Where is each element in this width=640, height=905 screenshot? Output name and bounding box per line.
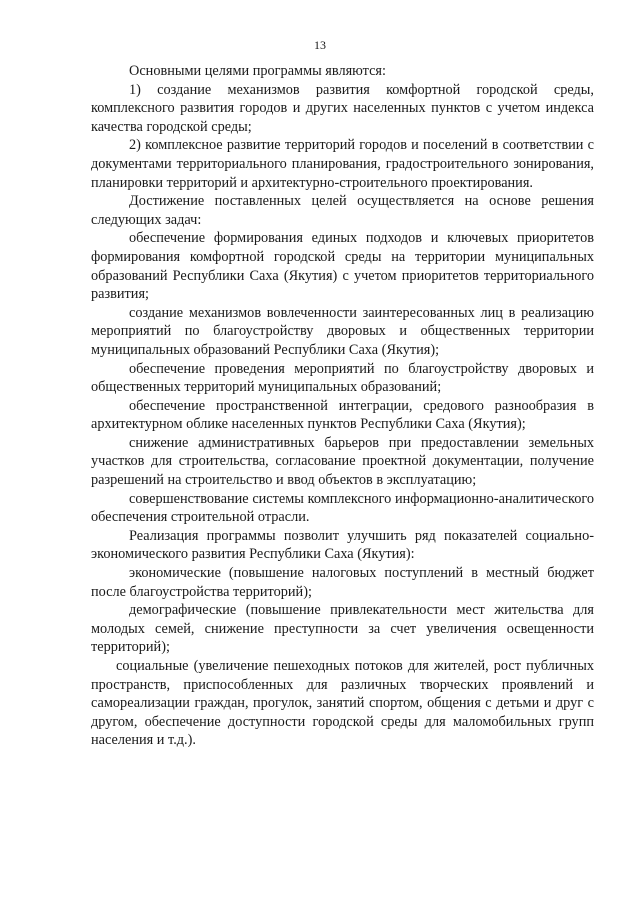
tasks-intro-paragraph: Достижение поставленных целей осуществляется на основе решения следующих задач: — [91, 193, 594, 228]
task-paragraph: снижение административных барьеров при предоставлении земельных участков для строительства, согласование проектной документации, получение разрешений на строительство и ввод объектов в эксплуатацию; — [91, 434, 594, 489]
goal-2-paragraph: 2) комплексное развитие территорий городов и поселений в соответствии с документами территориального планирования, градостроительного зонирования, планировки территорий и архитектурно-строительного проектирования. — [91, 137, 594, 191]
goal-1-paragraph: 1) создание механизмов развития комфортной городской среды, комплексного развития городов и других населенных пунктов с учетом индекса качества городской среды; — [91, 81, 594, 135]
goals-intro-paragraph: Основными целями программы являются: — [129, 63, 386, 79]
indicator-paragraph: экономические (повышение налоговых поступлений в местный бюджет после благоустройства территорий); — [91, 565, 594, 600]
indicators-intro-paragraph: Реализация программы позволит улучшить ряд показателей социально-экономического развития Республики Саха (Якутия): — [91, 527, 594, 563]
indicator-paragraph: демографические (повышение привлекательности мест жительства для молодых семей, снижение преступности за счет увеличения освещенности территорий); — [91, 602, 594, 656]
indicator-paragraph: социальные (увеличение пешеходных потоков для жителей, рост публичных пространств, приспособленных для различных творческих проявлений и самореализации граждан, прогулок, занятий спортом, общения с детьми и друг с другом, обеспечение доступности городской среды для маломобильных групп населения и т.д.). — [91, 658, 594, 749]
task-paragraph: обеспечение пространственной интеграции, средового разнообразия в архитектурном облике населенных пунктов Республики Саха (Якутия); — [91, 397, 594, 433]
task-paragraph: создание механизмов вовлеченности заинтересованных лиц в реализацию мероприятий по благоустройству дворовых и общественных территории муниципальных образований Республики Саха (Якутия); — [91, 304, 594, 358]
task-paragraph: обеспечение формирования единых подходов и ключевых приоритетов формирования комфортной городской среды на территории муниципальных образований Республики Саха (Якутия) с учетом приоритетов территориального развития; — [91, 230, 594, 303]
task-paragraph: совершенствование системы комплексного информационно-аналитического обеспечения строительной отрасли. — [91, 490, 594, 526]
page-number: 13 — [314, 38, 326, 52]
task-paragraph: обеспечение проведения мероприятий по благоустройству дворовых и общественных территорий муниципальных образований; — [91, 360, 594, 396]
document-body — [91, 62, 594, 750]
